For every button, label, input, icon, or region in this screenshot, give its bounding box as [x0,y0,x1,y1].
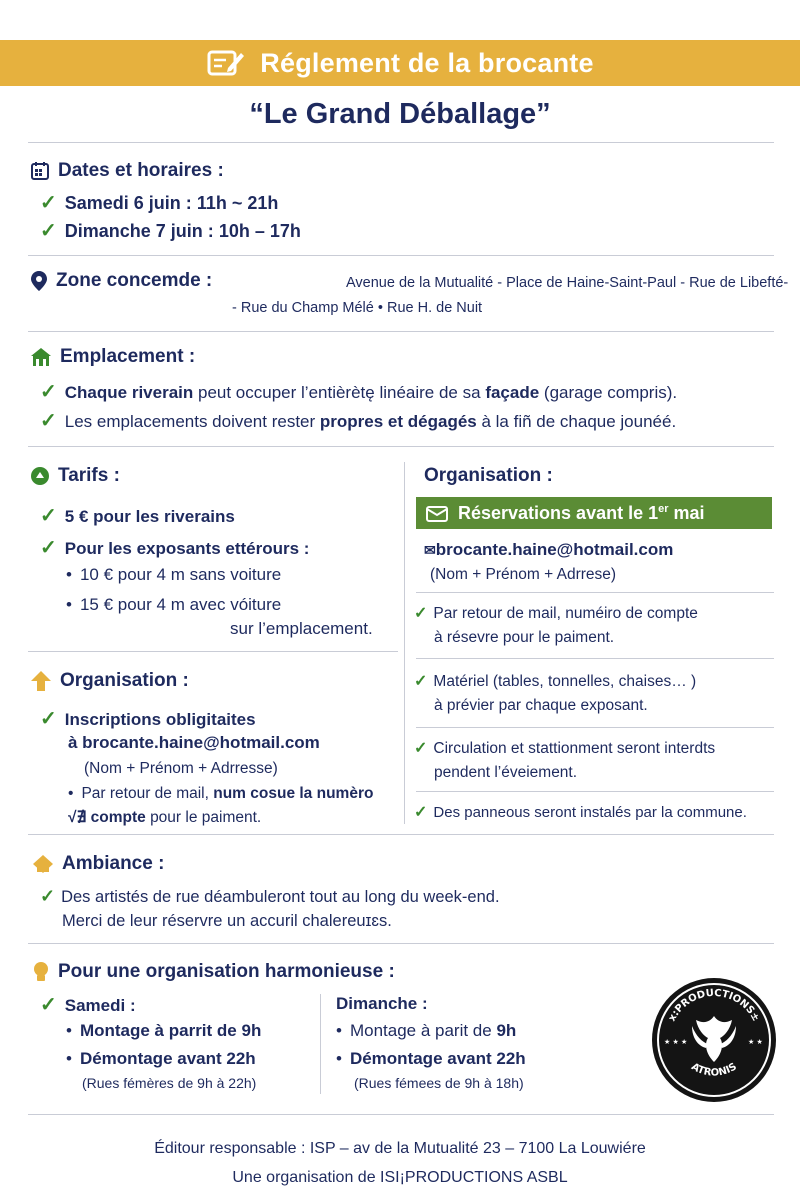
eagle-emblem-icon [652,978,776,1102]
text: Samedi : [64,996,136,1015]
text: Montage à parit de [349,1021,492,1040]
reservation-banner [416,497,772,529]
svg-text:ATRONIS [689,1061,739,1078]
dimanche-title: Dimanche : [336,994,428,1013]
check-icon: ✓ [40,410,57,432]
list-item [66,595,281,615]
day-label: Samedi 6 juin : [64,193,192,213]
text: 9h [241,1021,262,1040]
check-icon: ✓ [40,537,57,559]
text: Merci de leur réservre un accuril chalereuɪɛs. [62,912,392,930]
text: Les emplacements doivent rester [64,412,316,431]
house-icon [30,347,52,367]
text: à résevre pour le paiment. [434,629,615,646]
harmonie-heading [32,961,395,983]
coins-icon [30,466,50,486]
mail-icon: ✉ [424,542,436,558]
email-text: à brocante.haine@hotmail.com [68,733,320,752]
title-banner [0,40,800,86]
bullet: • [66,565,72,584]
dates-heading-text: Dates et horaires : [58,160,224,181]
footer-publisher: Éditour responsable : ISP – av de la Mutualité 23 – 7100 La Louwiére [154,1140,646,1157]
hours-label: 10h – 17h [218,221,301,241]
emphasis: compte [90,809,146,826]
day-label: Dimanche 7 juin : [64,221,214,241]
check-icon: ✓ [414,673,428,690]
divider [416,727,774,728]
list-item [40,408,676,433]
bullet: • [336,1021,342,1040]
dates-heading [30,160,224,182]
text: (Nom + Prénom + Adrrese) [430,566,617,583]
text: Par retour de mail, [81,785,209,802]
organisation-left-heading [30,670,189,692]
ambiance-heading [32,853,164,875]
productions-logo [652,978,776,1102]
organisation-right-heading [424,465,553,487]
emphasis: Chaque riverain [64,383,194,402]
list-item [414,738,715,758]
tarifs-heading-text: Tarifs : [58,465,120,486]
list-item [66,1021,261,1041]
zone-heading-text: Zone concemde : [56,270,213,291]
logo-bottom-text: ATRONIS [689,1061,739,1079]
text: Montage à parrit de [79,1021,237,1040]
check-icon: ✓ [40,220,57,242]
check-icon: ✓ [40,886,56,906]
list-item [66,565,281,585]
text: Démontage avant 22h [349,1049,526,1068]
check-icon: ✓ [40,994,57,1016]
list-item [336,1021,516,1041]
column-divider [404,462,405,824]
text: 9h [496,1021,517,1040]
text: à prévier par chaque exposant. [434,697,648,714]
divider [416,658,774,659]
reservation-text [458,503,705,524]
text: Matériel (tables, tonnelles, chaises… ) [433,673,697,690]
harmonie-heading-text: Pour une organisation harmonieuse : [58,961,395,982]
samedi-title [40,992,136,1017]
text: mai [673,502,705,523]
email-text: brocante.haine@hotmail.com [435,540,674,559]
list-item [40,190,278,215]
list-item [336,1049,526,1069]
bullet: • [66,1021,72,1040]
text: 5 € pour les riverains [64,507,235,526]
logo-top-text: x:PRODUCTIONS± [666,987,762,1024]
ambiance-heading-text: Ambiance : [62,853,165,874]
bullet: • [336,1049,342,1068]
page-title: Réglement de la brocante [260,47,594,78]
text: 15 € pour 4 m avec vóiture [79,595,282,614]
emplacement-heading [30,346,195,368]
text: (Nom + Prénom + Adrresse) [84,760,278,777]
list-item [40,886,500,907]
bullet: • [68,785,74,802]
bullet: • [66,595,72,614]
check-icon: ✓ [414,605,428,622]
check-icon: ✓ [40,505,57,527]
check-icon: ✓ [414,804,428,821]
footer-organisation: Une organisation de ISI¡PRODUCTIONS ASBL [232,1169,568,1186]
text: Circulation et stattionment seront interdts [433,740,716,757]
text: peut occuper l’entièrètę linéaire de sa [198,383,481,402]
text: pendent l’éveiement. [434,764,578,781]
text: Inscriptions obligitaites [64,710,256,729]
logo-side-right: ★ ★ [748,1038,763,1046]
list-item [40,706,256,731]
divider [28,1114,774,1115]
envelope-icon [426,504,448,522]
divider [28,142,774,143]
divider [28,446,774,447]
superscript: er [658,502,669,515]
logo-side-left: ★ ★ ★ [664,1038,688,1046]
location-pin-icon [30,270,48,292]
text: Des artistés de rue déambuleront tout au long du week-end. [61,888,500,906]
text: Pour les exposants ettérours : [64,539,310,558]
divider [28,834,774,835]
check-glyph: √∄ [68,809,87,826]
list-item [414,802,747,822]
divider [28,331,774,332]
calendar-icon [30,161,50,181]
organisation-left-heading-text: Organisation : [60,670,189,691]
list-item [68,785,373,803]
arrow-up-icon [30,670,52,692]
text: (Rues fémees de 9h à 18h) [354,1075,524,1091]
zone-heading [30,270,212,292]
list-item [68,808,261,827]
organisation-right-heading-text: Organisation : [424,465,553,486]
text: Réservations avant le 1 [458,502,659,523]
check-icon: ✓ [40,381,57,403]
email-line [424,540,673,560]
divider [28,943,774,944]
check-icon: ✓ [414,740,428,757]
emphasis: num cosue la numèro [213,785,374,802]
emplacement-heading-text: Emplacement : [60,346,196,367]
text: 10 € pour 4 m sans voiture [79,565,282,584]
divider [28,651,398,652]
divider [416,592,774,593]
divider [416,791,774,792]
column-divider [320,994,321,1094]
edit-note-icon [206,48,246,78]
list-item [40,218,301,243]
text: pour le paiment. [150,809,262,826]
text: Par retour de mail, numéiro de compte [433,605,698,622]
list-item [40,535,309,560]
zone-streets-line2: - Rue du Champ Mélé • Rue H. de Nuit [232,300,483,316]
text: sur l’emplacement. [230,619,373,638]
list-item [40,379,677,404]
text: à la fiñ de chaque jounéé. [481,412,677,431]
event-subtitle: “Le Grand Déballage” [249,98,551,130]
text: Démontage avant 22h [79,1049,256,1068]
divider [28,255,774,256]
list-item [66,1049,256,1069]
tarifs-heading [30,465,120,487]
star-badge-icon [32,854,54,874]
list-item [414,671,696,691]
bullet: • [66,1049,72,1068]
text: (Rues fémères de 9h à 22h) [82,1075,257,1091]
list-item [414,603,698,623]
check-icon: ✓ [40,708,57,730]
check-icon: ✓ [40,192,57,214]
hours-label: 11h ~ 21h [196,193,279,213]
text: (garage compris). [543,383,678,402]
text: Des panneous seront instalés par la commune. [433,804,747,821]
emphasis: propres et dégagés [319,412,477,431]
emphasis: façade [485,383,540,402]
zone-streets-line1: Avenue de la Mutualité - Place de Haine-Saint-Paul - Rue de Libefté- [346,275,789,291]
lightbulb-icon [32,961,50,983]
list-item [40,503,235,528]
